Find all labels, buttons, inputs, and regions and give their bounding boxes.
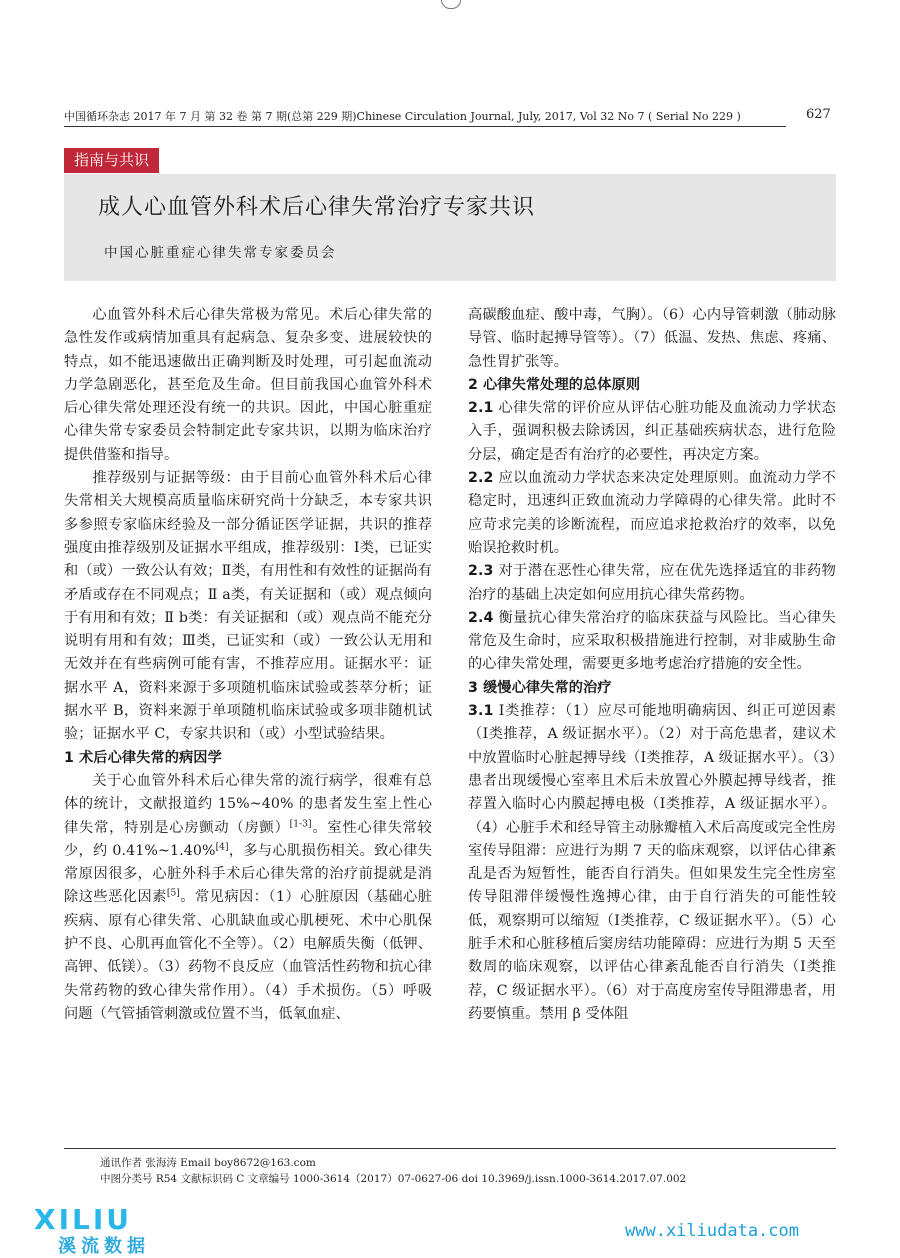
- subsection-2-2: [468, 467, 836, 560]
- subsection-number: 2.3: [468, 563, 494, 580]
- right-column: [468, 304, 836, 1026]
- subsection-3-1: [468, 700, 836, 1026]
- subsection-2-1: [468, 397, 836, 467]
- subsection-2-4: [468, 607, 836, 677]
- subsection-number: 2.4: [468, 609, 494, 626]
- watermark-url-link[interactable]: www.xiliudata.com: [625, 1221, 799, 1241]
- left-column: [64, 304, 432, 1026]
- subsection-text: 衡量抗心律失常治疗的临床获益与风险比。当心律失常危及生命时，应采取积极措施进行控制，对非威胁生命的心律失常处理，需要更多地考虑治疗措施的安全性。: [468, 609, 836, 673]
- watermark-logo-text: XILIU: [34, 1203, 133, 1236]
- citation-ref: [5]: [166, 888, 180, 899]
- classification-line: 中图分类号 R54 文献标识码 C 文章编号 1000-3614（2017）07-0627-06 doi 10.3969/j.issn.1000-3614.2017.07.002: [100, 1173, 687, 1185]
- subsection-number: 2.2: [468, 470, 494, 487]
- watermark-logo-cn: 溪流数据: [58, 1236, 150, 1257]
- citation-ref: [4]: [215, 842, 229, 853]
- etiology-text-1: 关于心血管外科术后心律失常的流行病学，很难有总体的统计，文献报道约 15%~40% 的患者发生室上性心律失常，特别是心房颤动（房颤）: [64, 772, 432, 836]
- subsection-number: 2.1: [468, 400, 494, 417]
- page-footer: [64, 1148, 836, 1187]
- subsection-text: 应以血流动力学状态来决定处理原则。血流动力学不稳定时，迅速纠正致血流动力学障碍的心律失常。此时不应苛求完美的诊断流程，而应追求抢救治疗的效率，以免贻误抢救时机。: [468, 470, 836, 556]
- subsection-2-3: [468, 560, 836, 607]
- etiology-text-4: 。常见病因：（1）心脏原因（基础心脏疾病、原有心律失常、心肌缺血或心肌梗死、术中心肌保护不良、心肌再血管化不全等）。（2）电解质失衡（低钾、高钾、低镁）。（3）药物不良反应（血管活性药物和抗心律失常药物的致心律失常作用）。（4）手术损伤。（5）呼吸问题（气管插管刺激或位置不当，低氧血症、: [64, 889, 433, 1022]
- article-author: 中国心脏重症心律失常专家委员会: [104, 245, 337, 261]
- page-top-mark: [441, 0, 461, 9]
- title-panel: [64, 174, 836, 281]
- subsection-number: 3.1: [468, 703, 494, 720]
- etiology-continued-paragraph: 高碳酸血症、酸中毒，气胸）。（6）心内导管刺激（肺动脉导管、临时起搏导管等）。（7）低温、发热、焦虑、疼痛、急性胃扩张等。: [468, 307, 836, 370]
- citation-ref: [1-3]: [289, 818, 312, 829]
- running-head: 中国循环杂志 2017 年 7 月 第 32 卷 第 7 期(总第 229 期)Chinese Circulation Journal, July, 2017, Vol 32 No 7 ( Serial No 229 ): [64, 108, 786, 127]
- section-tag: 指南与共识: [64, 148, 159, 173]
- correspondence-line: 通讯作者 张海涛 Email boy8672@163.com: [100, 1157, 316, 1169]
- article-title: 成人心血管外科术后心律失常治疗专家共识: [98, 195, 536, 220]
- etiology-text-2: 。室性心律失常较少，约 0.41%~1.40%: [64, 819, 432, 859]
- section-heading-etiology: 1 术后心律失常的病因学: [64, 749, 222, 766]
- recommendation-levels-paragraph: 推荐级别与证据等级：由于目前心血管外科术后心律失常相关大规模高质量临床研究尚十分缺乏，本专家共识多参照专家临床经验及一部分循证医学证据，共识的推荐强度由推荐级别及证据水平组成，推荐级别：Ⅰ类，已证实和（或）一致公认有效；Ⅱ类，有用性和有效性的证据尚有矛盾或存在不同观点；Ⅱ a类，有关证据和（或）观点倾向于有用和有效；Ⅱ b类：有关证据和（或）观点尚不能充分说明有用和有效；Ⅲ类，已证实和（或）一致公认无用和无效并在有些病例可能有害，不推荐应用。证据水平：证据水平 A，资料来源于多项随机临床试验或荟萃分析；证据水平 B，资料来源于单项随机临床试验或多项非随机试验；证据水平 C，专家共识和（或）小型试验结果。: [64, 470, 432, 743]
- subsection-text: 对于潜在恶性心律失常，应在优先选择适宜的非药物治疗的基础上决定如何应用抗心律失常药物。: [468, 563, 836, 603]
- subsection-text: 心律失常的评价应从评估心脏功能及血流动力学状态入手，强调积极去除诱因，纠正基础疾病状态，进行危险分层，确定是否有治疗的必要性，再决定方案。: [468, 400, 836, 463]
- section-heading-bradyarrhythmia: 3 缓慢心律失常的治疗: [468, 679, 612, 696]
- section-heading-principles: 2 心律失常处理的总体原则: [468, 376, 641, 393]
- intro-paragraph: 心血管外科术后心律失常极为常见。术后心律失常的急性发作或病情加重具有起病急、复杂多变、进展较快的特点，如不能迅速做出正确判断及时处理，可引起血流动力学急剧恶化，甚至危及生命。但目前我国心血管外科术后心律失常处理还没有统一的共识。因此，中国心脏重症心律失常专家委员会特制定此专家共识，以期为临床治疗提供借鉴和指导。: [64, 307, 432, 463]
- page-number: 627: [806, 107, 831, 122]
- etiology-text-3: ，多与心肌损伤相关。致心律失常原因很多，心脏外科手术后心律失常的治疗前提就是消除这些恶化因素: [64, 842, 432, 906]
- etiology-paragraph: [64, 770, 432, 1026]
- subsection-text: Ⅰ类推荐：（1）应尽可能地明确病因、纠正可逆因素（Ⅰ类推荐，A 级证据水平）。（2）对于高危患者，建议术中放置临时心脏起搏导线（Ⅰ类推荐，A 级证据水平）。（3）患者出现缓慢心室率且术后未放置心外膜起搏导线者，推荐置入临时心内膜起搏电极（Ⅰ类推荐，A 级证据水平）。（4）心脏手术和经导管主动脉瓣植入术后高度或完全性房室传导阻滞：应进行为期 7 天的临床观察，以评估心律紊乱是否为短暂性，能否自行消失。但如果发生完全性房室传导阻滞伴缓慢性逸搏心律，由于自行消失的可能性较低，观察期可以缩短（Ⅰ类推荐，C 级证据水平）。（5）心脏手术和心脏移植后窦房结功能障碍：应进行为期 5 天至数周的临床观察，以评估心律紊乱能否自行消失（Ⅰ类推荐，C 级证据水平）。（6）对于高度房室传导阻滞患者，用药要慎重。禁用 β 受体阻: [468, 703, 836, 1022]
